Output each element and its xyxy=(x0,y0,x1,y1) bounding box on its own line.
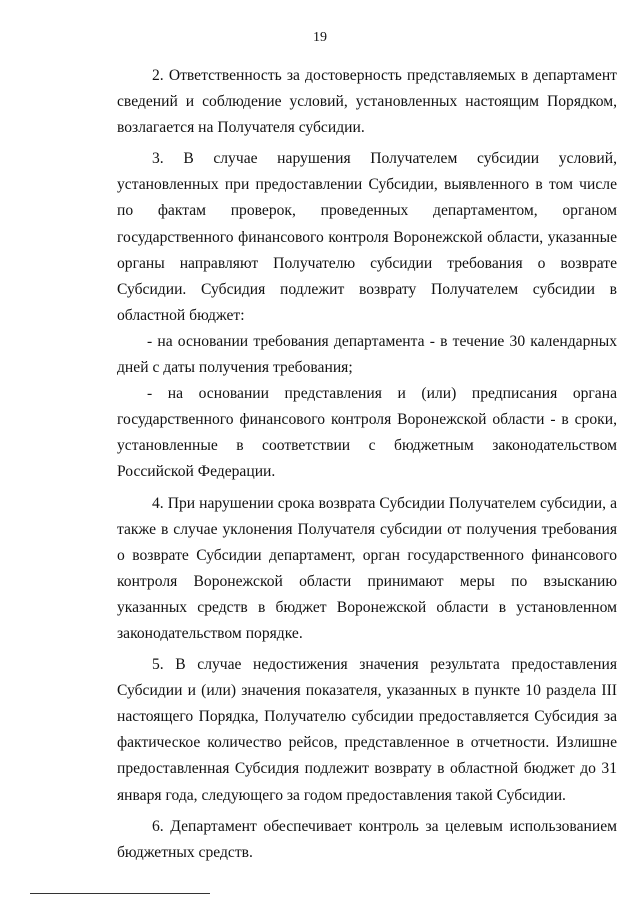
paragraph-4-recovery: 4. При нарушении срока возврата Субсидии Получателем субсидии, а также в случае уклонения Получателя субсидии от получения требования о возврате Субсидии департамент, орган государственного финансового контроля Воронежской области принимают меры по взысканию указанных средств в бюджет Воронежской области в установленном законодательством порядке. xyxy=(117,494,617,642)
paragraph-3-violation: 3. В случае нарушения Получателем субсидии условий, установленных при предоставлении Субсидии, выявленного в том числе по фактам проверок, проведенных департаментом, органом государственного финансового контроля Воронежской области, указанные органы направляют Получателю субсидии требования о возврате Субсидии. Субсидия подлежит возврату Получателем субсидии в областной бюджет: xyxy=(117,150,617,324)
page-number: 19 xyxy=(313,30,327,45)
paragraph-5-underachievement: 5. В случае недостижения значения результата предоставления Субсидии и (или) значения показателя, указанных в пункте 10 раздела III настоящего Порядка, Получателю субсидии предоставляется Субсидия за фактическое количество рейсов, представленное в отчетности. Излишне предоставленная Субсидия подлежит возврату в областной бюджет до 31 января года, следующего за годом предоставления такой Субсидии. xyxy=(117,656,617,804)
paragraph-2-responsibility: 2. Ответственность за достоверность представляемых в департамент сведений и соблюдение условий, установленных настоящим Порядком, возлагается на Получателя субсидии. xyxy=(117,67,617,137)
document-body xyxy=(117,63,617,871)
list-item-department-demand: - на основании требования департамента - в течение 30 календарных дней с даты получения требования; xyxy=(117,332,617,377)
footer-rule xyxy=(30,893,210,894)
list-item-control-body-order: - на основании представления и (или) предписания органа государственного финансового контроля Воронежской области - в сроки, установленные в соответствии с бюджетным законодательством Российской Федерации. xyxy=(117,385,617,481)
paragraph-6-control: 6. Департамент обеспечивает контроль за целевым использованием бюджетных средств. xyxy=(117,817,617,861)
